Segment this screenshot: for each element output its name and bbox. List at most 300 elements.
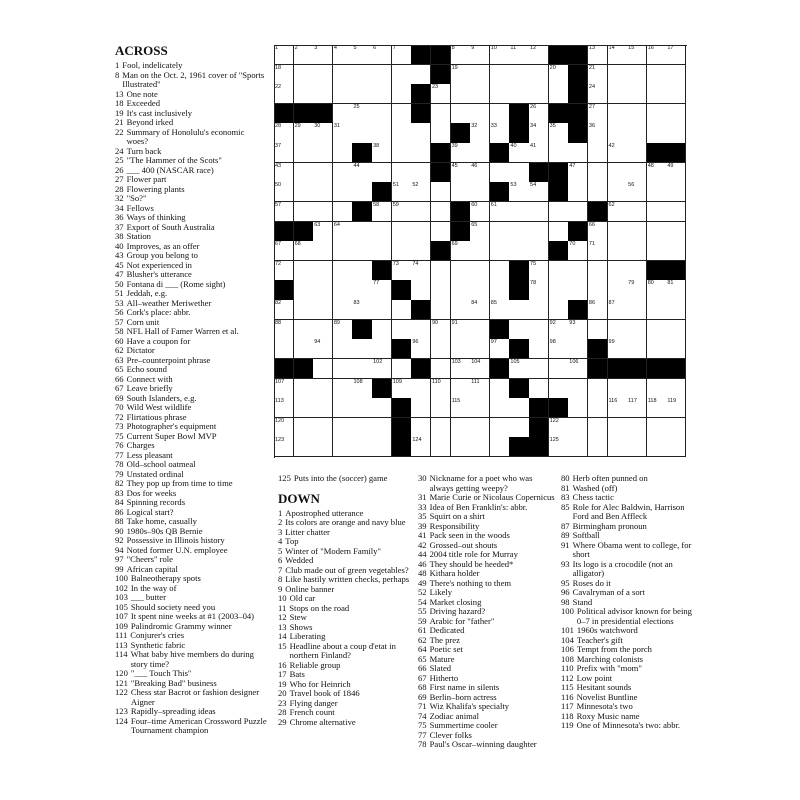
grid-cell[interactable] xyxy=(313,398,333,418)
grid-cell[interactable] xyxy=(333,300,353,320)
grid-cell[interactable] xyxy=(352,104,372,124)
grid-cell[interactable] xyxy=(372,143,392,163)
grid-cell[interactable] xyxy=(274,182,294,202)
grid-cell[interactable] xyxy=(470,261,490,281)
grid-cell[interactable] xyxy=(352,280,372,300)
grid-cell[interactable] xyxy=(529,222,549,242)
grid-cell[interactable] xyxy=(549,359,569,379)
grid-cell[interactable] xyxy=(451,182,471,202)
grid-cell[interactable] xyxy=(529,123,549,143)
grid-cell[interactable] xyxy=(529,379,549,399)
grid-cell[interactable] xyxy=(549,379,569,399)
grid-cell[interactable] xyxy=(470,65,490,85)
grid-cell[interactable] xyxy=(490,202,510,222)
grid-cell[interactable] xyxy=(470,222,490,242)
grid-cell[interactable] xyxy=(608,143,628,163)
grid-cell[interactable] xyxy=(352,163,372,183)
grid-cell[interactable] xyxy=(372,45,392,65)
grid-cell[interactable] xyxy=(666,241,686,261)
grid-cell[interactable] xyxy=(666,202,686,222)
grid-cell[interactable] xyxy=(608,320,628,340)
grid-cell[interactable] xyxy=(372,398,392,418)
grid-cell[interactable] xyxy=(549,143,569,163)
grid-cell[interactable] xyxy=(313,300,333,320)
grid-cell[interactable] xyxy=(313,182,333,202)
grid-cell[interactable] xyxy=(451,143,471,163)
grid-cell[interactable] xyxy=(529,65,549,85)
grid-cell[interactable] xyxy=(274,437,294,457)
grid-cell[interactable] xyxy=(333,359,353,379)
grid-cell[interactable] xyxy=(588,261,608,281)
grid-cell[interactable] xyxy=(666,300,686,320)
grid-cell[interactable] xyxy=(411,280,431,300)
grid-cell[interactable] xyxy=(490,280,510,300)
grid-cell[interactable] xyxy=(529,45,549,65)
grid-cell[interactable] xyxy=(333,65,353,85)
grid-cell[interactable] xyxy=(333,84,353,104)
grid-cell[interactable] xyxy=(549,222,569,242)
grid-cell[interactable] xyxy=(666,339,686,359)
grid-cell[interactable] xyxy=(627,222,647,242)
grid-cell[interactable] xyxy=(627,45,647,65)
grid-cell[interactable] xyxy=(451,398,471,418)
grid-cell[interactable] xyxy=(333,45,353,65)
grid-cell[interactable] xyxy=(627,418,647,438)
grid-cell[interactable] xyxy=(313,241,333,261)
grid-cell[interactable] xyxy=(647,418,667,438)
grid-cell[interactable] xyxy=(627,182,647,202)
grid-cell[interactable] xyxy=(274,241,294,261)
grid-cell[interactable] xyxy=(490,339,510,359)
grid-cell[interactable] xyxy=(352,222,372,242)
grid-cell[interactable] xyxy=(392,104,412,124)
grid-cell[interactable] xyxy=(509,65,529,85)
grid-cell[interactable] xyxy=(313,437,333,457)
grid-cell[interactable] xyxy=(372,437,392,457)
grid-cell[interactable] xyxy=(411,418,431,438)
grid-cell[interactable] xyxy=(509,182,529,202)
grid-cell[interactable] xyxy=(647,222,667,242)
grid-cell[interactable] xyxy=(529,104,549,124)
grid-cell[interactable] xyxy=(470,45,490,65)
grid-cell[interactable] xyxy=(451,241,471,261)
grid-cell[interactable] xyxy=(411,379,431,399)
grid-cell[interactable] xyxy=(608,280,628,300)
grid-cell[interactable] xyxy=(470,202,490,222)
grid-cell[interactable] xyxy=(294,65,314,85)
grid-cell[interactable] xyxy=(529,359,549,379)
grid-cell[interactable] xyxy=(549,84,569,104)
grid-cell[interactable] xyxy=(666,123,686,143)
grid-cell[interactable] xyxy=(313,163,333,183)
grid-cell[interactable] xyxy=(608,379,628,399)
grid-cell[interactable] xyxy=(333,280,353,300)
grid-cell[interactable] xyxy=(470,104,490,124)
grid-cell[interactable] xyxy=(294,280,314,300)
grid-cell[interactable] xyxy=(294,261,314,281)
grid-cell[interactable] xyxy=(313,320,333,340)
grid-cell[interactable] xyxy=(608,104,628,124)
grid-cell[interactable] xyxy=(431,84,451,104)
grid-cell[interactable] xyxy=(568,261,588,281)
grid-cell[interactable] xyxy=(392,359,412,379)
grid-cell[interactable] xyxy=(431,320,451,340)
grid-cell[interactable] xyxy=(529,241,549,261)
grid-cell[interactable] xyxy=(470,320,490,340)
grid-cell[interactable] xyxy=(372,241,392,261)
grid-cell[interactable] xyxy=(411,222,431,242)
grid-cell[interactable] xyxy=(470,379,490,399)
grid-cell[interactable] xyxy=(431,359,451,379)
grid-cell[interactable] xyxy=(333,241,353,261)
grid-cell[interactable] xyxy=(608,123,628,143)
grid-cell[interactable] xyxy=(372,320,392,340)
grid-cell[interactable] xyxy=(627,84,647,104)
grid-cell[interactable] xyxy=(333,379,353,399)
grid-cell[interactable] xyxy=(509,84,529,104)
grid-cell[interactable] xyxy=(313,261,333,281)
grid-cell[interactable] xyxy=(451,418,471,438)
grid-cell[interactable] xyxy=(470,241,490,261)
grid-cell[interactable] xyxy=(372,163,392,183)
grid-cell[interactable] xyxy=(294,398,314,418)
grid-cell[interactable] xyxy=(352,437,372,457)
grid-cell[interactable] xyxy=(333,339,353,359)
grid-cell[interactable] xyxy=(372,300,392,320)
grid-cell[interactable] xyxy=(509,320,529,340)
grid-cell[interactable] xyxy=(568,379,588,399)
grid-cell[interactable] xyxy=(451,45,471,65)
grid-cell[interactable] xyxy=(294,300,314,320)
grid-cell[interactable] xyxy=(431,398,451,418)
grid-cell[interactable] xyxy=(568,182,588,202)
grid-cell[interactable] xyxy=(627,143,647,163)
grid-cell[interactable] xyxy=(372,104,392,124)
grid-cell[interactable] xyxy=(352,182,372,202)
grid-cell[interactable] xyxy=(411,398,431,418)
grid-cell[interactable] xyxy=(666,84,686,104)
grid-cell[interactable] xyxy=(588,104,608,124)
grid-cell[interactable] xyxy=(588,123,608,143)
grid-cell[interactable] xyxy=(588,241,608,261)
grid-cell[interactable] xyxy=(568,163,588,183)
grid-cell[interactable] xyxy=(274,418,294,438)
grid-cell[interactable] xyxy=(588,437,608,457)
grid-cell[interactable] xyxy=(529,202,549,222)
grid-cell[interactable] xyxy=(470,300,490,320)
grid-cell[interactable] xyxy=(568,437,588,457)
grid-cell[interactable] xyxy=(470,123,490,143)
grid-cell[interactable] xyxy=(608,202,628,222)
grid-cell[interactable] xyxy=(647,300,667,320)
grid-cell[interactable] xyxy=(333,123,353,143)
grid-cell[interactable] xyxy=(333,222,353,242)
grid-cell[interactable] xyxy=(568,280,588,300)
grid-cell[interactable] xyxy=(666,182,686,202)
grid-cell[interactable] xyxy=(608,261,628,281)
grid-cell[interactable] xyxy=(451,280,471,300)
grid-cell[interactable] xyxy=(608,222,628,242)
grid-cell[interactable] xyxy=(647,65,667,85)
grid-cell[interactable] xyxy=(333,398,353,418)
grid-cell[interactable] xyxy=(294,241,314,261)
grid-cell[interactable] xyxy=(608,163,628,183)
grid-cell[interactable] xyxy=(294,202,314,222)
grid-cell[interactable] xyxy=(470,143,490,163)
grid-cell[interactable] xyxy=(294,182,314,202)
grid-cell[interactable] xyxy=(588,45,608,65)
grid-cell[interactable] xyxy=(392,202,412,222)
grid-cell[interactable] xyxy=(313,359,333,379)
grid-cell[interactable] xyxy=(509,300,529,320)
grid-cell[interactable] xyxy=(431,182,451,202)
grid-cell[interactable] xyxy=(529,280,549,300)
grid-cell[interactable] xyxy=(352,300,372,320)
grid-cell[interactable] xyxy=(274,65,294,85)
grid-cell[interactable] xyxy=(451,320,471,340)
grid-cell[interactable] xyxy=(529,261,549,281)
grid-cell[interactable] xyxy=(392,241,412,261)
grid-cell[interactable] xyxy=(647,45,667,65)
grid-cell[interactable] xyxy=(627,65,647,85)
grid-cell[interactable] xyxy=(490,84,510,104)
grid-cell[interactable] xyxy=(588,320,608,340)
grid-cell[interactable] xyxy=(411,202,431,222)
grid-cell[interactable] xyxy=(392,84,412,104)
grid-cell[interactable] xyxy=(372,222,392,242)
grid-cell[interactable] xyxy=(490,418,510,438)
grid-cell[interactable] xyxy=(470,418,490,438)
grid-cell[interactable] xyxy=(274,163,294,183)
grid-cell[interactable] xyxy=(392,300,412,320)
grid-cell[interactable] xyxy=(470,84,490,104)
grid-cell[interactable] xyxy=(431,280,451,300)
grid-cell[interactable] xyxy=(352,65,372,85)
grid-cell[interactable] xyxy=(647,163,667,183)
grid-cell[interactable] xyxy=(647,437,667,457)
grid-cell[interactable] xyxy=(627,163,647,183)
grid-cell[interactable] xyxy=(392,65,412,85)
grid-cell[interactable] xyxy=(274,45,294,65)
grid-cell[interactable] xyxy=(333,202,353,222)
grid-cell[interactable] xyxy=(451,300,471,320)
grid-cell[interactable] xyxy=(451,437,471,457)
grid-cell[interactable] xyxy=(274,123,294,143)
grid-cell[interactable] xyxy=(627,280,647,300)
grid-cell[interactable] xyxy=(549,320,569,340)
grid-cell[interactable] xyxy=(431,261,451,281)
grid-cell[interactable] xyxy=(411,261,431,281)
grid-cell[interactable] xyxy=(608,84,628,104)
grid-cell[interactable] xyxy=(647,182,667,202)
grid-cell[interactable] xyxy=(666,320,686,340)
grid-cell[interactable] xyxy=(470,280,490,300)
grid-cell[interactable] xyxy=(608,182,628,202)
grid-cell[interactable] xyxy=(294,437,314,457)
grid-cell[interactable] xyxy=(490,261,510,281)
grid-cell[interactable] xyxy=(509,359,529,379)
grid-cell[interactable] xyxy=(588,163,608,183)
grid-cell[interactable] xyxy=(392,379,412,399)
grid-cell[interactable] xyxy=(372,339,392,359)
grid-cell[interactable] xyxy=(490,104,510,124)
grid-cell[interactable] xyxy=(352,123,372,143)
grid-cell[interactable] xyxy=(470,437,490,457)
grid-cell[interactable] xyxy=(352,359,372,379)
grid-cell[interactable] xyxy=(549,280,569,300)
grid-cell[interactable] xyxy=(411,163,431,183)
grid-cell[interactable] xyxy=(490,123,510,143)
grid-cell[interactable] xyxy=(529,300,549,320)
grid-cell[interactable] xyxy=(647,339,667,359)
grid-cell[interactable] xyxy=(549,65,569,85)
grid-cell[interactable] xyxy=(451,84,471,104)
grid-cell[interactable] xyxy=(588,379,608,399)
grid-cell[interactable] xyxy=(333,320,353,340)
grid-cell[interactable] xyxy=(568,398,588,418)
grid-cell[interactable] xyxy=(411,182,431,202)
grid-cell[interactable] xyxy=(666,280,686,300)
grid-cell[interactable] xyxy=(294,163,314,183)
grid-cell[interactable] xyxy=(451,104,471,124)
grid-cell[interactable] xyxy=(313,280,333,300)
grid-cell[interactable] xyxy=(372,280,392,300)
grid-cell[interactable] xyxy=(490,45,510,65)
grid-cell[interactable] xyxy=(431,339,451,359)
grid-cell[interactable] xyxy=(549,261,569,281)
grid-cell[interactable] xyxy=(470,398,490,418)
grid-cell[interactable] xyxy=(627,398,647,418)
grid-cell[interactable] xyxy=(666,45,686,65)
grid-cell[interactable] xyxy=(274,320,294,340)
grid-cell[interactable] xyxy=(274,143,294,163)
grid-cell[interactable] xyxy=(274,84,294,104)
grid-cell[interactable] xyxy=(588,418,608,438)
grid-cell[interactable] xyxy=(313,418,333,438)
grid-cell[interactable] xyxy=(352,261,372,281)
grid-cell[interactable] xyxy=(529,84,549,104)
grid-cell[interactable] xyxy=(392,123,412,143)
grid-cell[interactable] xyxy=(549,418,569,438)
grid-cell[interactable] xyxy=(294,84,314,104)
grid-cell[interactable] xyxy=(509,45,529,65)
grid-cell[interactable] xyxy=(313,143,333,163)
grid-cell[interactable] xyxy=(274,379,294,399)
grid-cell[interactable] xyxy=(647,84,667,104)
grid-cell[interactable] xyxy=(313,84,333,104)
grid-cell[interactable] xyxy=(529,339,549,359)
grid-cell[interactable] xyxy=(431,202,451,222)
grid-cell[interactable] xyxy=(666,379,686,399)
grid-cell[interactable] xyxy=(666,418,686,438)
grid-cell[interactable] xyxy=(627,104,647,124)
grid-cell[interactable] xyxy=(549,300,569,320)
grid-cell[interactable] xyxy=(313,45,333,65)
grid-cell[interactable] xyxy=(608,65,628,85)
grid-cell[interactable] xyxy=(588,280,608,300)
grid-cell[interactable] xyxy=(509,398,529,418)
grid-cell[interactable] xyxy=(294,320,314,340)
grid-cell[interactable] xyxy=(608,45,628,65)
grid-cell[interactable] xyxy=(666,65,686,85)
grid-cell[interactable] xyxy=(333,418,353,438)
grid-cell[interactable] xyxy=(451,359,471,379)
grid-cell[interactable] xyxy=(294,45,314,65)
grid-cell[interactable] xyxy=(568,339,588,359)
grid-cell[interactable] xyxy=(509,222,529,242)
grid-cell[interactable] xyxy=(568,359,588,379)
grid-cell[interactable] xyxy=(549,123,569,143)
grid-cell[interactable] xyxy=(352,398,372,418)
grid-cell[interactable] xyxy=(608,241,628,261)
grid-cell[interactable] xyxy=(313,222,333,242)
grid-cell[interactable] xyxy=(274,398,294,418)
grid-cell[interactable] xyxy=(294,339,314,359)
grid-cell[interactable] xyxy=(352,379,372,399)
grid-cell[interactable] xyxy=(392,320,412,340)
grid-cell[interactable] xyxy=(372,123,392,143)
grid-cell[interactable] xyxy=(647,320,667,340)
grid-cell[interactable] xyxy=(470,339,490,359)
grid-cell[interactable] xyxy=(352,241,372,261)
grid-cell[interactable] xyxy=(509,163,529,183)
grid-cell[interactable] xyxy=(313,339,333,359)
grid-cell[interactable] xyxy=(608,437,628,457)
grid-cell[interactable] xyxy=(274,300,294,320)
grid-cell[interactable] xyxy=(274,339,294,359)
grid-cell[interactable] xyxy=(490,222,510,242)
grid-cell[interactable] xyxy=(490,241,510,261)
grid-cell[interactable] xyxy=(392,45,412,65)
grid-cell[interactable] xyxy=(392,222,412,242)
grid-cell[interactable] xyxy=(294,379,314,399)
grid-cell[interactable] xyxy=(627,123,647,143)
grid-cell[interactable] xyxy=(372,418,392,438)
grid-cell[interactable] xyxy=(392,163,412,183)
grid-cell[interactable] xyxy=(647,123,667,143)
grid-cell[interactable] xyxy=(608,398,628,418)
grid-cell[interactable] xyxy=(627,379,647,399)
grid-cell[interactable] xyxy=(608,418,628,438)
grid-cell[interactable] xyxy=(333,104,353,124)
grid-cell[interactable] xyxy=(431,104,451,124)
grid-cell[interactable] xyxy=(588,65,608,85)
grid-cell[interactable] xyxy=(352,418,372,438)
grid-cell[interactable] xyxy=(568,320,588,340)
grid-cell[interactable] xyxy=(333,261,353,281)
grid-cell[interactable] xyxy=(608,300,628,320)
grid-cell[interactable] xyxy=(372,202,392,222)
grid-cell[interactable] xyxy=(451,65,471,85)
grid-cell[interactable] xyxy=(549,339,569,359)
grid-cell[interactable] xyxy=(352,84,372,104)
grid-cell[interactable] xyxy=(529,320,549,340)
grid-cell[interactable] xyxy=(529,182,549,202)
grid-cell[interactable] xyxy=(549,437,569,457)
grid-cell[interactable] xyxy=(333,182,353,202)
grid-cell[interactable] xyxy=(666,222,686,242)
grid-cell[interactable] xyxy=(411,123,431,143)
grid-cell[interactable] xyxy=(294,418,314,438)
grid-cell[interactable] xyxy=(352,339,372,359)
grid-cell[interactable] xyxy=(372,65,392,85)
grid-cell[interactable] xyxy=(490,437,510,457)
grid-cell[interactable] xyxy=(470,182,490,202)
grid-cell[interactable] xyxy=(431,437,451,457)
grid-cell[interactable] xyxy=(470,163,490,183)
grid-cell[interactable] xyxy=(451,339,471,359)
grid-cell[interactable] xyxy=(647,202,667,222)
